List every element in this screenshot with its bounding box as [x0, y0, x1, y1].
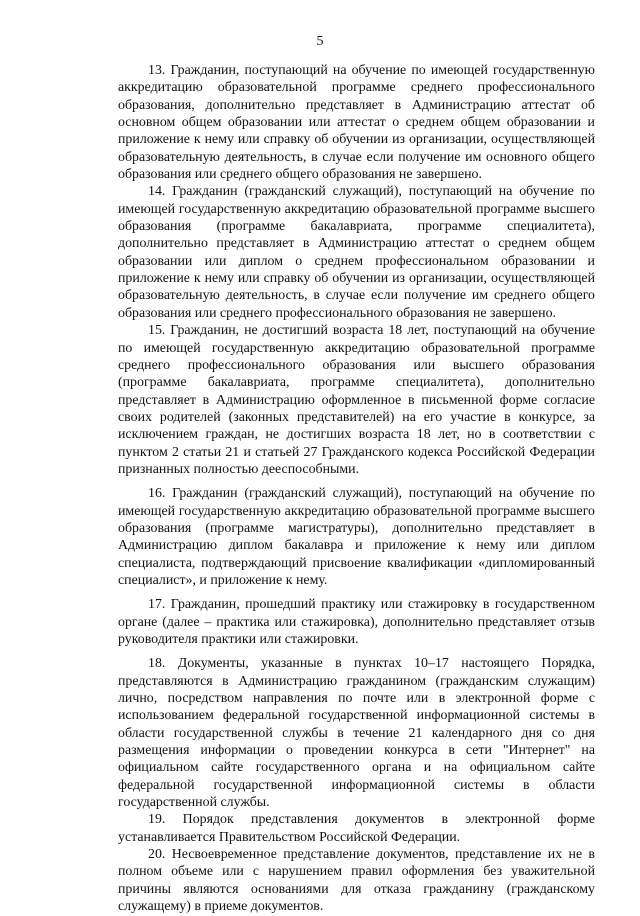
paragraph-13: 13. Гражданин, поступающий на обучение по имеющей государственную аккредитацию образовательной программе среднего профессионального образования, дополнительно представляет в Администрацию аттестат об основном общем образовании или аттестат о среднем общем образовании и приложение к нему или справку об обучении из организации, осуществляющей образовательную деятельность, в случае если получение им основного общего образования или среднего общего образования не завершено.: [118, 63, 595, 183]
paragraph-17: 17. Гражданин, прошедший практику или стажировку в государственном органе (далее – практика или стажировка), дополнительно представляет отзыв руководителя практики или стажировки.: [118, 597, 595, 647]
paragraph-18: 18. Документы, указанные в пунктах 10–17 настоящего Порядка, представляются в Администрацию гражданином (гражданским служащим) лично, посредством направления по почте или в электронной форме с использованием федеральной государственной информационной системы в области государственной службы в течение 21 календарного дня со дня размещения информации о проведении конкурса в сети "Интернет" на официальном сайте государственного органа и на официальном сайте федеральной государственной информационной системы в области государственной службы.: [118, 656, 595, 811]
paragraph-16: 16. Гражданин (гражданский служащий), поступающий на обучение по имеющей государственную аккредитацию образовательной программе высшего образования (программе магистратуры), дополнительно представляет в Администрацию диплом бакалавра и приложение к нему или диплом специалиста, подтверждающий присвоение квалификации «дипломированный специалист», и приложение к нему.: [118, 486, 595, 588]
paragraph-14: 14. Гражданин (гражданский служащий), поступающий на обучение по имеющей государственную аккредитацию образовательной программе высшего образования (программе бакалавриата, программе специалитета), дополнительно представляет в Администрацию аттестат о среднем общем образовании или диплом о среднем профессиональном образовании и приложение к нему или справку об обучении из организации, осуществляющей образовательную деятельность, в случае если получение им среднего общего образования или среднего профессионального образования не завершено.: [118, 184, 595, 321]
paragraph-19: 19. Порядок представления документов в электронной форме устанавливается Правительством Российской Федерации.: [118, 812, 595, 845]
paragraph-15: 15. Гражданин, не достигший возраста 18 лет, поступающий на обучение по имеющей государственную аккредитацию образовательной программе среднего профессионального образования или высшего образования (программе бакалавриата, программе специалитета), дополнительно представляет в Администрацию оформленное в письменной форме согласие своих родителей (законных представителей) на его участие в конкурсе, за исключением граждан, не достигших возраста 18 лет, но в соответствии с пунктом 2 статьи 21 и статьей 27 Гражданского кодекса Российской Федерации признанных полностью дееспособными.: [118, 323, 595, 477]
page-number: 5: [316, 34, 324, 49]
paragraph-20: 20. Несвоевременное представление документов, представление их не в полном объеме или с нарушением правил оформления без уважительной причины являются основаниями для отказа гражданину (гражданскому служащему) в приеме документов.: [118, 847, 595, 915]
document-body: [118, 62, 595, 916]
